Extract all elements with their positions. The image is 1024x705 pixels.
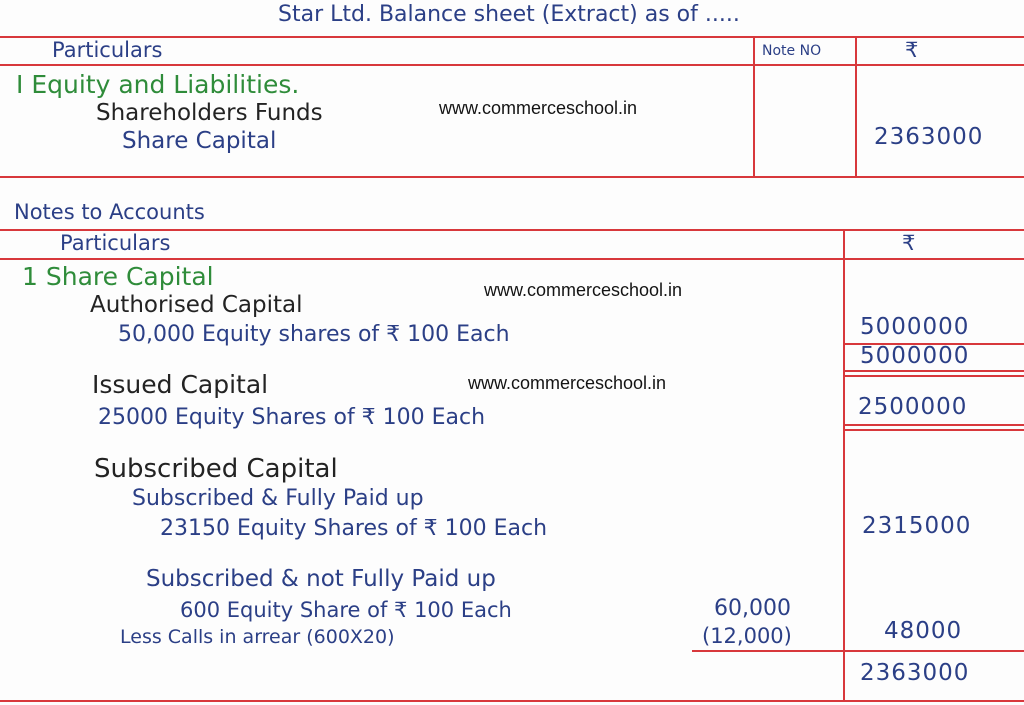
not-fully-paid-amount: 48000 (884, 618, 963, 644)
note-title: 1 Share Capital (22, 262, 214, 291)
inner-total-underline (692, 650, 845, 652)
authorised-amount: 5000000 (860, 314, 970, 340)
bs-header-particulars: Particulars (52, 38, 163, 62)
bs-note-column-right (855, 36, 857, 178)
authorised-desc: 50,000 Equity shares of ₹ 100 Each (118, 322, 510, 347)
watermark-2: www.commerceschool.in (484, 280, 683, 300)
not-fully-paid-desc: 600 Equity Share of ₹ 100 Each (180, 598, 512, 622)
fully-paid-desc: 23150 Equity Shares of ₹ 100 Each (160, 516, 548, 541)
not-fully-paid-inner-amount: 60,000 (714, 596, 791, 621)
watermark-1: www.commerceschool.in (439, 98, 638, 118)
bs-section-heading: I Equity and Liabilities. (16, 70, 300, 99)
notes-heading: Notes to Accounts (14, 200, 205, 224)
issued-desc: 25000 Equity Shares of ₹ 100 Each (98, 405, 486, 430)
bs-header-note-no: Note NO (762, 43, 822, 59)
not-fully-paid-label: Subscribed & not Fully Paid up (146, 566, 496, 592)
authorised-total: 5000000 (860, 343, 970, 369)
bs-header-rule (0, 64, 1024, 66)
calls-arrear-desc: Less Calls in arrear (600X20) (120, 626, 395, 648)
balance-sheet-title: Star Ltd. Balance sheet (Extract) as of ..... (278, 2, 740, 27)
amount-total-underline (845, 650, 1024, 652)
bs-share-capital: Share Capital (122, 128, 277, 154)
bs-shareholders-funds: Shareholders Funds (96, 100, 323, 126)
bs-header-rupee: ₹ (905, 38, 919, 62)
bs-note-column-left (753, 36, 755, 178)
bs-share-capital-amount: 2363000 (874, 124, 984, 150)
issued-double-underline-b (845, 429, 1024, 431)
watermark-3: www.commerceschool.in (468, 373, 667, 393)
fully-paid-amount: 2315000 (862, 513, 972, 539)
authorised-double-underline-b (845, 375, 1024, 377)
notes-header-particulars: Particulars (60, 231, 171, 255)
notes-header-rupee: ₹ (902, 231, 916, 255)
issued-double-underline-a (845, 424, 1024, 426)
authorised-label: Authorised Capital (90, 292, 303, 318)
calls-arrear-inner-amount: (12,000) (702, 624, 792, 648)
authorised-double-underline-a (845, 370, 1024, 372)
issued-amount: 2500000 (858, 394, 968, 420)
fully-paid-label: Subscribed & Fully Paid up (132, 486, 424, 511)
subscribed-label: Subscribed Capital (94, 454, 338, 484)
grand-total: 2363000 (860, 660, 970, 686)
notes-amount-column (843, 229, 845, 702)
notes-header-rule (0, 258, 1024, 260)
notes-bottom-rule (0, 700, 1024, 702)
bs-bottom-rule (0, 176, 1024, 178)
issued-label: Issued Capital (92, 370, 269, 399)
